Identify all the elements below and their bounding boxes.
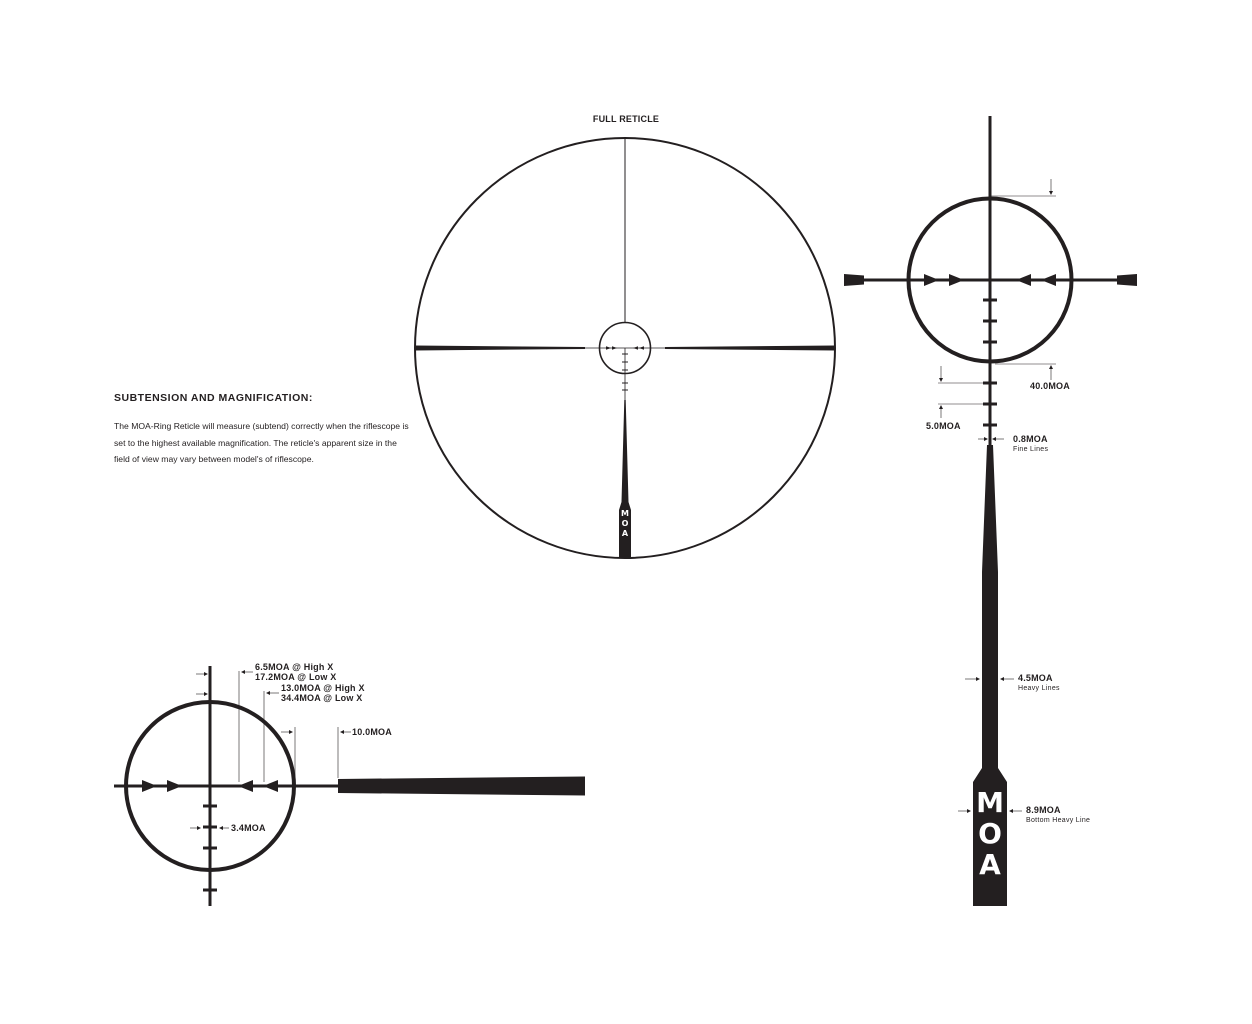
subtension-body: The MOA-Ring Reticle will measure (subtend) correctly when the riflescope is set to the highest available magnification. The reticle's apparent size in the field of view may vary between model's of riflescope. — [114, 421, 409, 464]
full-moa-letter-m: M — [621, 509, 629, 518]
vertical-detail — [844, 116, 1137, 906]
hd-arrow-left-inner — [167, 780, 182, 792]
full-arrow-left-inner — [612, 346, 617, 349]
horizontal-detail — [114, 662, 585, 906]
left-post-stub — [844, 274, 864, 286]
vd-arrow-right-outer — [1041, 274, 1056, 286]
dim-gap-left-head — [289, 730, 293, 734]
dim-gap-right-head — [340, 730, 344, 734]
dim-ring-bottom-arrowhead — [1049, 365, 1053, 369]
full-moa-letter-a: A — [621, 529, 629, 538]
dim-hash-top-arrowhead — [939, 378, 943, 382]
label-6-5moa-high: 6.5MOA @ High X — [255, 662, 334, 672]
full-arrow-right-outer — [639, 346, 644, 349]
hd-arrow-left-outer — [142, 780, 157, 792]
vd-arrow-right-inner — [1016, 274, 1031, 286]
full-left-post — [415, 346, 585, 351]
dim-bottom-left-arrowhead — [967, 809, 971, 813]
dim-fine-right-arrowhead — [992, 437, 996, 441]
label-17-2moa-low: 17.2MOA @ Low X — [255, 672, 337, 682]
subtension-info — [114, 392, 414, 468]
full-moa-letter-o: O — [621, 519, 629, 528]
label-5moa: 5.0MOA — [926, 421, 961, 431]
label-heavy-lines: Heavy Lines — [1018, 685, 1060, 692]
label-10moa: 10.0MOA — [352, 727, 392, 737]
hd-arrow-right-outer — [263, 780, 278, 792]
right-post-stub — [1117, 274, 1137, 286]
dim-heavy-left-arrowhead — [976, 677, 980, 681]
full-reticle — [415, 114, 835, 558]
full-reticle-title: FULL RETICLE — [592, 114, 660, 124]
hd-right-heavy-post — [338, 777, 585, 796]
label-4-5moa: 4.5MOA — [1018, 673, 1053, 683]
label-fine-lines: Fine Lines — [1013, 446, 1049, 453]
label-bottom-heavy-line: Bottom Heavy Line — [1026, 817, 1091, 824]
label-34-4moa-low: 34.4MOA @ Low X — [281, 693, 363, 703]
full-arrow-left-outer — [606, 346, 611, 349]
vd-arrow-left-outer — [924, 274, 939, 286]
full-arrow-right-inner — [633, 346, 638, 349]
dim-heavy-right-arrowhead — [1000, 677, 1004, 681]
label-40moa: 40.0MOA — [1030, 381, 1070, 391]
vd-moa-letter-o: O — [978, 817, 1002, 850]
label-8-9moa: 8.9MOA — [1026, 805, 1061, 815]
dim-ring-top-arrowhead — [1049, 191, 1053, 195]
dim-bottom-right-arrowhead — [1009, 809, 1013, 813]
vd-moa-letter-a: A — [979, 848, 1001, 881]
subtension-heading: SUBTENSION AND MAGNIFICATION: — [114, 392, 313, 404]
dim-inner-arrow-head — [241, 670, 245, 674]
hd-arrow-right-inner — [238, 780, 253, 792]
vd-moa-letter-m: M — [976, 786, 1004, 819]
label-13moa-high: 13.0MOA @ High X — [281, 683, 365, 693]
dim-fine-left-arrowhead — [984, 437, 988, 441]
hd-top-arrow-2-head — [204, 692, 208, 696]
dim-outer-arrow-head — [266, 691, 270, 695]
dim-hash-width-left-head — [197, 826, 201, 830]
dim-hash-bottom-arrowhead — [939, 405, 943, 409]
hd-top-arrow-1-head — [204, 672, 208, 676]
full-right-post — [665, 346, 835, 351]
dim-hash-width-right-head — [219, 826, 223, 830]
label-0-8moa: 0.8MOA — [1013, 434, 1048, 444]
vd-arrow-left-inner — [949, 274, 964, 286]
label-3-4moa: 3.4MOA — [231, 823, 266, 833]
